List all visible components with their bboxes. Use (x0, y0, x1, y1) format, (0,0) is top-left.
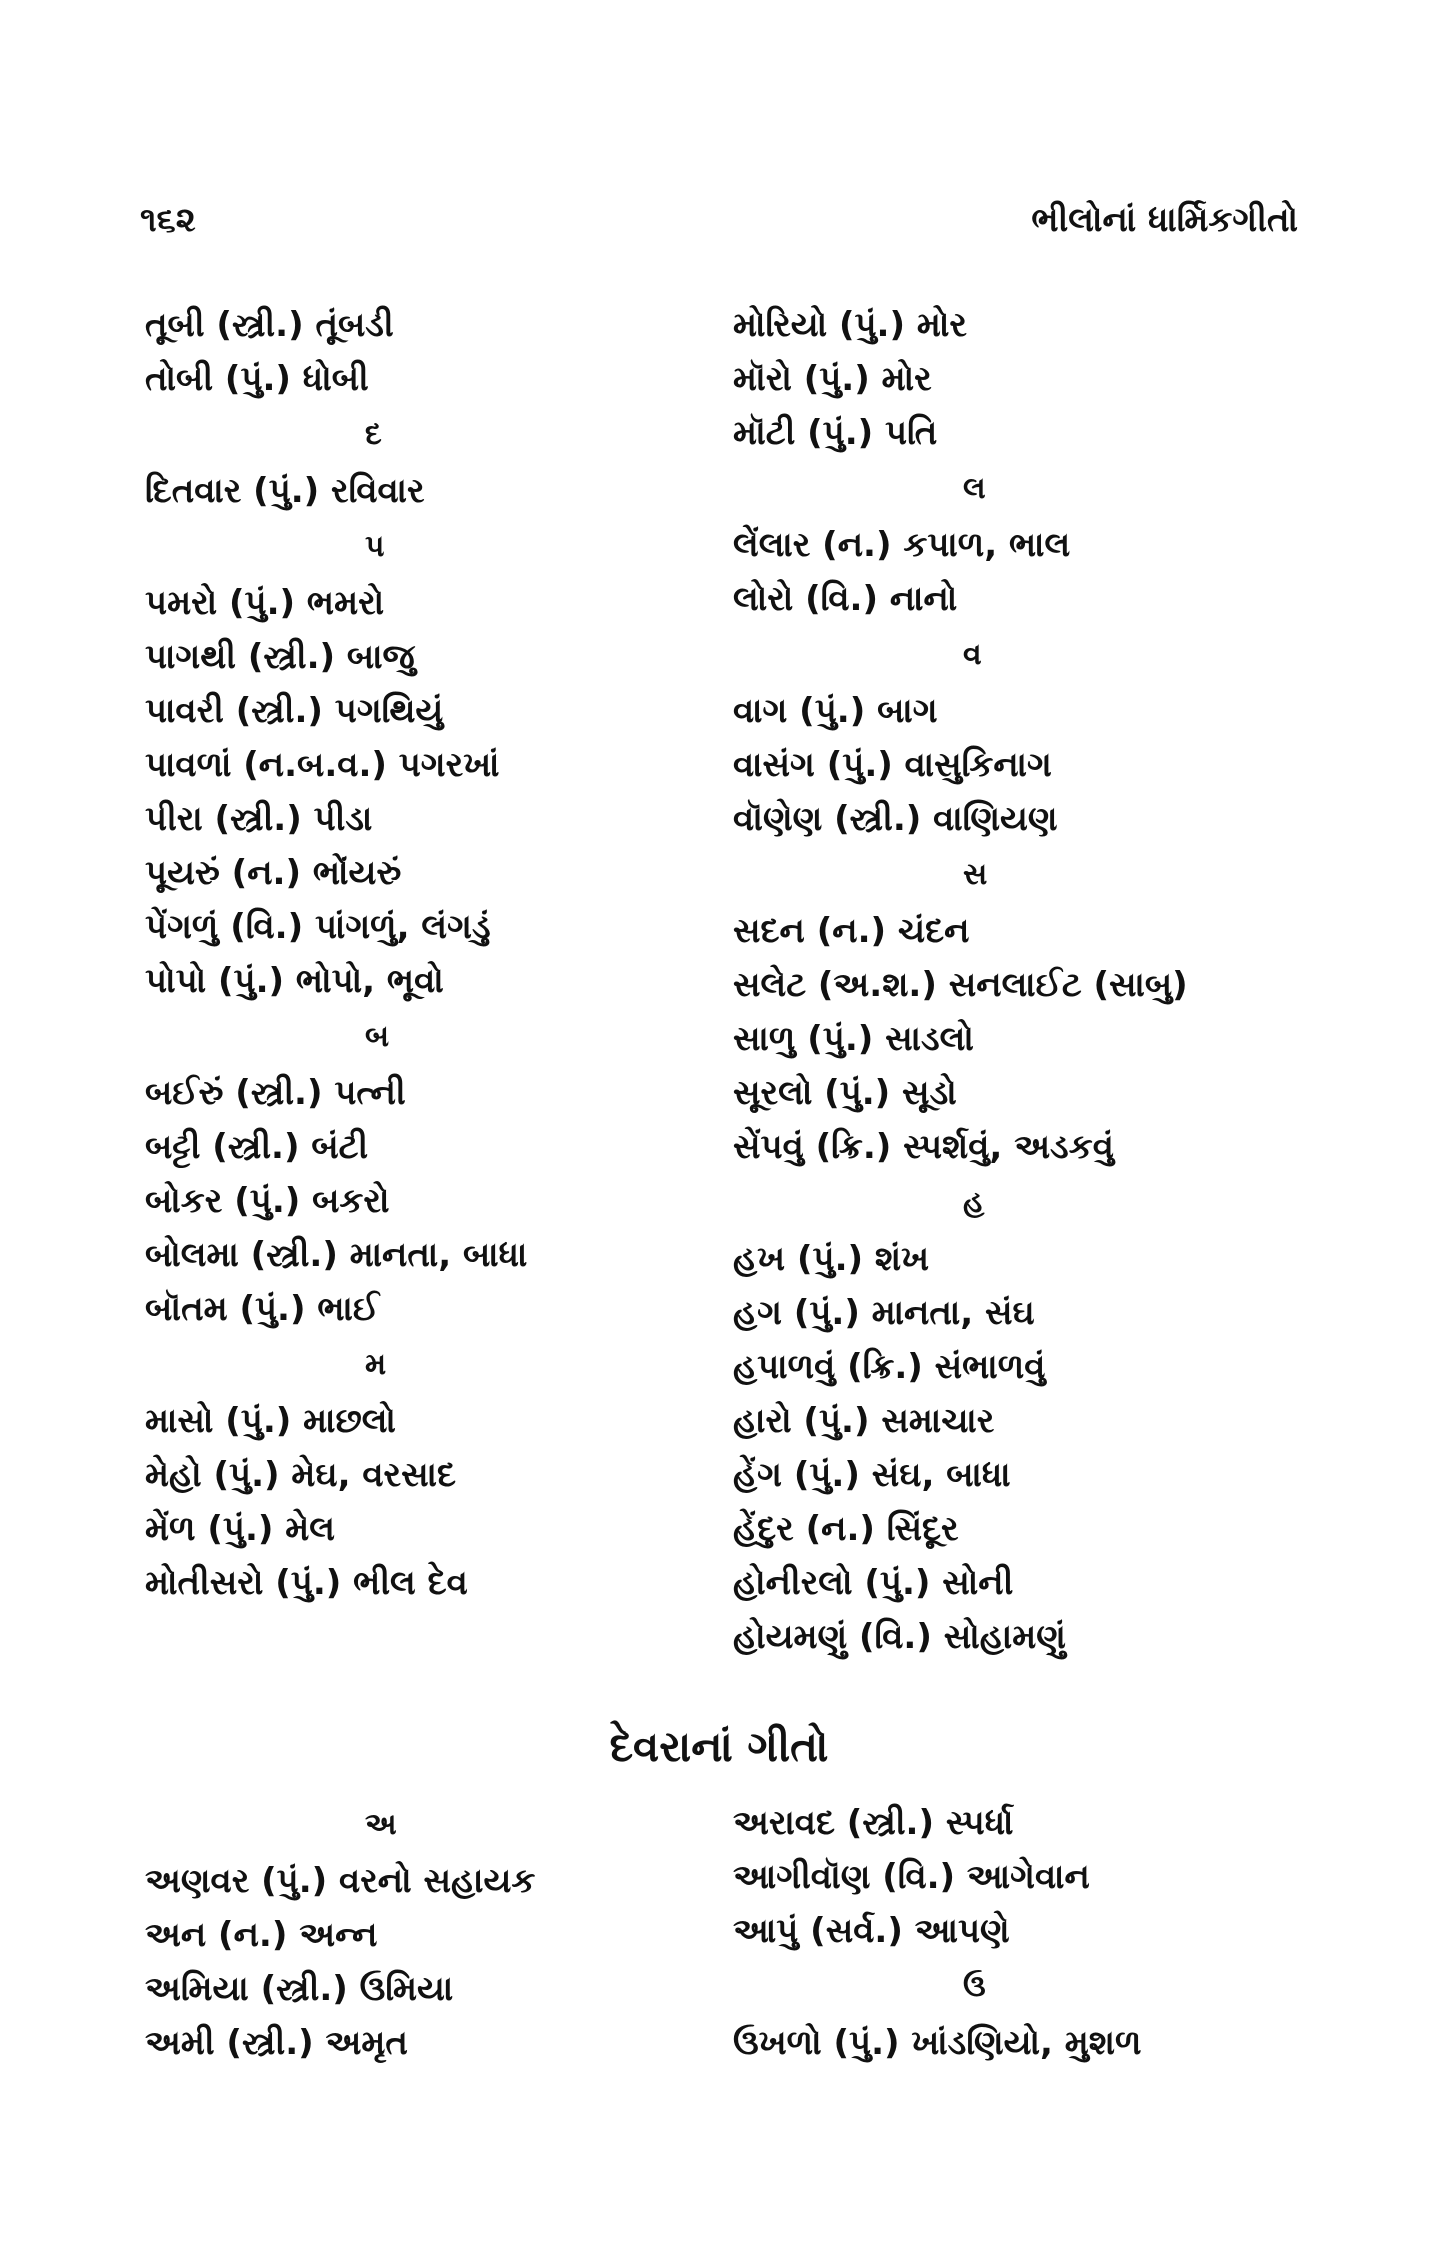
glossary-entry: અમી (સ્ત્રી.) અમૃત (145, 2023, 408, 2063)
running-title: ભીલોનાં ધાર્મિકગીતો (1031, 200, 1298, 240)
glossary-entry: હગ (પું.) માનતા, સંઘ (733, 1293, 1035, 1333)
letter-heading: દ (365, 417, 382, 452)
glossary-entry: પાવળાં (ન.બ.વ.) પગરખાં (145, 745, 500, 785)
glossary-entry: બોકર (પું.) બકરો (145, 1181, 390, 1221)
letter-heading: વ (963, 637, 982, 672)
glossary-entry: હોયમણું (વિ.) સોહામણું (733, 1617, 1066, 1657)
glossary-entry: મેંળ (પું.) મેલ (145, 1509, 335, 1549)
section2-right-column (733, 1796, 1253, 2070)
glossary-entry: લોરો (વિ.) નાનો (733, 579, 958, 619)
glossary-entry: બઈરું (સ્ત્રી.) પત્ની (145, 1073, 406, 1113)
glossary-entry: મોતીસરો (પું.) ભીલ દેવ (145, 1563, 468, 1603)
glossary-entry: સલેટ (અ.શ.) સનલાઈટ (સાબુ) (733, 965, 1188, 1005)
letter-heading: પ (365, 529, 385, 564)
glossary-entry: પૂયરું (ન.) ભોંયરું (145, 853, 402, 893)
glossary-entry: અમિયા (સ્ત્રી.) ઉમિયા (145, 1969, 454, 2009)
glossary-entry: અરાવદ (સ્ત્રી.) સ્પર્ધા (733, 1803, 1014, 1843)
glossary-entry: તોબી (પું.) ધોબી (145, 359, 369, 399)
glossary-entry: અણવર (પું.) વરનો સહાયક (145, 1861, 536, 1901)
section2-left-column (145, 1796, 665, 2070)
letter-heading: હ (963, 1185, 985, 1220)
glossary-left-column (145, 298, 665, 1610)
glossary-entry: પાગથી (સ્ત્રી.) બાજુ (145, 637, 415, 677)
glossary-entry: લેંલાર (ન.) કપાળ, ભાલ (733, 525, 1071, 565)
glossary-entry: પાવરી (સ્ત્રી.) પગથિયું (145, 691, 444, 731)
glossary-entry: હખ (પું.) શંખ (733, 1239, 930, 1279)
letter-heading: લ (963, 471, 986, 506)
glossary-entry: પમરો (પું.) ભમરો (145, 583, 385, 623)
section-title: દેવરાનાં ગીતો (609, 1722, 829, 1771)
glossary-entry: હેંદુર (ન.) સિંદૂર (733, 1509, 959, 1549)
glossary-entry: પીરા (સ્ત્રી.) પીડા (145, 799, 373, 839)
glossary-entry: આગીવૉણ (વિ.) આગેવાન (733, 1857, 1090, 1897)
letter-heading: અ (365, 1807, 397, 1842)
glossary-entry: તૂબી (સ્ત્રી.) તૂંબડી (145, 305, 394, 345)
glossary-entry: દિતવાર (પું.) રવિવાર (145, 471, 425, 511)
page-header (140, 200, 1298, 240)
glossary-entry: વાસંગ (પું.) વાસુકિનાગ (733, 745, 1052, 785)
glossary-entry: મેહો (પું.) મેઘ, વરસાદ (145, 1455, 457, 1495)
glossary-entry: માસો (પું.) માછલો (145, 1401, 396, 1441)
glossary-entry: હેંગ (પું.) સંઘ, બાધા (733, 1455, 1011, 1495)
glossary-entry: આપું (સર્વ.) આપણે (733, 1911, 1010, 1951)
glossary-entry: મોરિયો (પું.) મોર (733, 305, 967, 345)
glossary-entry: સૂરલો (પું.) સૂડો (733, 1073, 957, 1113)
glossary-entry: બોલમા (સ્ત્રી.) માનતા, બાધા (145, 1235, 528, 1275)
glossary-entry: સદન (ન.) ચંદન (733, 911, 970, 951)
glossary-entry: હોનીરલો (પું.) સોની (733, 1563, 1014, 1603)
glossary-entry: સેંપવું (ક્રિ.) સ્પર્શવું, અડકવું (733, 1127, 1114, 1167)
glossary-entry: મૉટી (પું.) પતિ (733, 413, 938, 453)
glossary-entry: સાળુ (પું.) સાડલો (733, 1019, 974, 1059)
letter-heading: બ (365, 1019, 390, 1054)
glossary-entry: વાગ (પું.) બાગ (733, 691, 938, 731)
glossary-entry: હારો (પું.) સમાચાર (733, 1401, 995, 1441)
letter-heading: મ (365, 1347, 387, 1382)
glossary-entry: ઉખળો (પું.) ખાંડણિયો, મુશળ (733, 2023, 1142, 2063)
letter-heading: ઉ (963, 1969, 986, 2004)
glossary-right-column (733, 298, 1253, 1664)
glossary-entry: બટ્ટી (સ્ત્રી.) બંટી (145, 1127, 369, 1167)
glossary-entry: મૉરો (પું.) મોર (733, 359, 932, 399)
glossary-entry: પેંગળું (વિ.) પાંગળું, લંગડું (145, 907, 491, 947)
glossary-entry: પોપો (પું.) ભોપો, ભૂવો (145, 961, 444, 1001)
page-number: ૧૬૨ (140, 200, 196, 240)
letter-heading: સ (963, 857, 988, 892)
glossary-entry: વૉણેણ (સ્ત્રી.) વાણિયણ (733, 799, 1058, 839)
glossary-entry: બૉતમ (પું.) ભાઈ (145, 1289, 380, 1329)
glossary-entry: હપાળવું (ક્રિ.) સંભાળવું (733, 1347, 1046, 1387)
glossary-entry: અન (ન.) અન્ન (145, 1915, 378, 1955)
